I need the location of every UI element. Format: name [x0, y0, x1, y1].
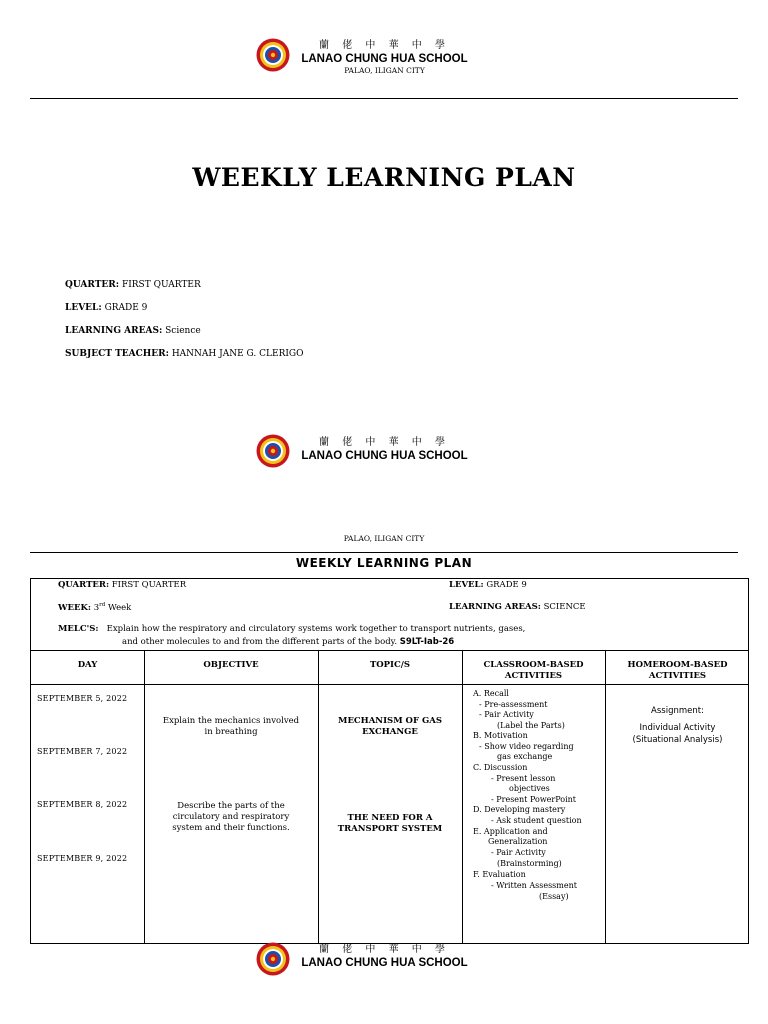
activity-item: B. Motivation	[473, 731, 528, 740]
school-header	[292, 40, 477, 76]
activity-item: - Pre-assessment	[479, 700, 548, 709]
column-divider	[318, 650, 319, 944]
plan-level-label: LEVEL	[449, 580, 481, 590]
table-rule	[31, 650, 748, 651]
objective-line: system and their functions.	[172, 823, 290, 833]
plan-level: LEVEL: GRADE 9	[449, 580, 527, 590]
header-classroom-line: ACTIVITIES	[504, 671, 563, 681]
homeroom-line: Individual Activity	[639, 723, 716, 733]
table-rule	[31, 684, 748, 685]
cover-areas-label: LEARNING AREAS	[65, 326, 159, 336]
activity-item: (Brainstorming)	[497, 859, 562, 868]
plan-melc: MELC'S: Explain how the respiratory and circulatory systems work together to transport nutrients, gases,	[58, 624, 526, 634]
plan-areas-label: LEARNING AREAS	[449, 602, 538, 612]
plan-week: WEEK: 3rd Week	[58, 602, 132, 613]
school-chinese-name: 蘭 佬 中 華 中 學	[319, 40, 450, 51]
day-date: SEPTEMBER 5, 2022	[37, 694, 128, 703]
page-title: WEEKLY LEARNING PLAN	[192, 163, 576, 192]
school-seal-icon	[256, 434, 290, 468]
activity-item: D. Developing mastery	[473, 805, 566, 814]
header-classroom-line: CLASSROOM-BASED	[483, 660, 584, 670]
header-topics: TOPIC/S	[369, 660, 411, 670]
plan-table	[30, 578, 749, 944]
activity-item: - Written Assessment	[491, 881, 577, 890]
topic-2	[318, 813, 462, 835]
cover-subject-teacher: SUBJECT TEACHER: HANNAH JANE G. CLERIGO	[65, 349, 304, 359]
objective-2	[144, 801, 318, 834]
activity-item: (Label the Parts)	[497, 721, 565, 730]
header-divider	[30, 552, 738, 553]
school-name: LANAO CHUNG HUA SCHOOL	[301, 450, 468, 462]
plan-quarter: QUARTER: FIRST QUARTER	[58, 580, 187, 590]
cover-quarter-value: FIRST QUARTER	[121, 280, 201, 290]
plan-title: WEEKLY LEARNING PLAN	[295, 556, 473, 570]
plan-quarter-value: FIRST QUARTER	[111, 580, 187, 590]
objective-line: in breathing	[204, 727, 258, 737]
topic-line: EXCHANGE	[362, 727, 418, 737]
activity-item: - Show video regarding	[479, 742, 574, 751]
school-name: LANAO CHUNG HUA SCHOOL	[301, 53, 468, 65]
day-date: SEPTEMBER 9, 2022	[37, 854, 128, 863]
activity-item: - Present lesson	[491, 774, 556, 783]
day-date: SEPTEMBER 7, 2022	[37, 747, 128, 756]
activity-item: E. Application and	[473, 827, 548, 836]
column-divider	[605, 650, 606, 944]
header-day: DAY	[77, 660, 98, 670]
activity-item: - Ask student question	[491, 816, 582, 825]
activity-item: - Present PowerPoint	[491, 795, 577, 804]
plan-learning-areas: LEARNING AREAS: SCIENCE	[449, 602, 586, 612]
objective-line: Describe the parts of the	[177, 801, 285, 811]
homeroom-line: Assignment:	[651, 706, 704, 716]
plan-week-word: Week	[108, 602, 132, 613]
activity-item: gas exchange	[497, 752, 553, 761]
plan-level-value: GRADE 9	[486, 580, 527, 590]
homeroom-activity	[605, 705, 750, 746]
plan-melc-text: and other molecules to and from the different parts of the body.	[122, 637, 398, 647]
activity-item: A. Recall	[473, 689, 509, 698]
header-objective: OBJECTIVE	[203, 660, 259, 670]
activity-item: - Pair Activity	[479, 710, 534, 719]
topic-1	[318, 716, 462, 738]
header-homeroom-activities	[605, 660, 750, 682]
school-chinese-name: 蘭 佬 中 華 中 學	[319, 437, 450, 448]
school-seal-icon	[256, 942, 290, 976]
header-homeroom-line: ACTIVITIES	[648, 671, 707, 681]
objective-line: Explain the mechanics involved	[162, 716, 300, 726]
plan-melc-text: Explain how the respiratory and circulatory systems work together to transport nutrients, gases,	[106, 624, 526, 634]
school-header	[292, 437, 477, 463]
homeroom-line: (Situational Analysis)	[632, 735, 723, 745]
plan-week-number: 3	[93, 602, 100, 613]
objective-line: circulatory and respiratory	[172, 812, 290, 822]
school-chinese-name: 蘭 佬 中 華 中 學	[319, 944, 450, 955]
cover-level: LEVEL: GRADE 9	[65, 303, 148, 313]
activity-item: (Essay)	[539, 892, 569, 901]
activity-item: C. Discussion	[473, 763, 528, 772]
school-name: LANAO CHUNG HUA SCHOOL	[301, 957, 468, 969]
plan-quarter-label: QUARTER	[58, 580, 106, 590]
header-divider	[30, 98, 738, 99]
plan-melc-code: S9LT-Iab-26	[399, 637, 455, 647]
activity-item: - Pair Activity	[491, 848, 546, 857]
cover-level-value: GRADE 9	[104, 303, 148, 313]
objective-1	[144, 716, 318, 738]
activity-item: Generalization	[488, 837, 548, 846]
school-address: PALAO, ILIGAN CITY	[344, 66, 425, 75]
activity-item: objectives	[509, 784, 550, 793]
cover-learning-areas: LEARNING AREAS: Science	[65, 326, 201, 336]
cover-quarter-label: QUARTER	[65, 280, 116, 290]
header-homeroom-line: HOMEROOM-BASED	[627, 660, 728, 670]
topic-line: THE NEED FOR A	[347, 813, 433, 823]
column-divider	[144, 650, 145, 944]
cover-teacher-label: SUBJECT TEACHER	[65, 349, 166, 359]
plan-melc-cont	[122, 637, 742, 647]
school-address: PALAO, ILIGAN CITY	[343, 534, 425, 543]
day-date: SEPTEMBER 8, 2022	[37, 800, 128, 809]
cover-teacher-value: HANNAH JANE G. CLERIGO	[171, 349, 304, 359]
plan-week-suffix: rd	[99, 602, 106, 608]
plan-areas-value: SCIENCE	[543, 602, 586, 612]
cover-level-label: LEVEL	[65, 303, 99, 313]
cover-areas-value: Science	[165, 326, 201, 336]
plan-week-label: WEEK	[58, 602, 88, 613]
activity-item: F. Evaluation	[473, 870, 526, 879]
plan-melc-label: MELC'S	[58, 624, 96, 634]
topic-line: MECHANISM OF GAS	[338, 716, 442, 726]
topic-line: TRANSPORT SYSTEM	[337, 824, 443, 834]
school-seal-icon	[256, 38, 290, 72]
column-divider	[462, 650, 463, 944]
header-classroom-activities	[462, 660, 605, 682]
school-header	[292, 944, 477, 970]
cover-quarter: QUARTER: FIRST QUARTER	[65, 280, 201, 290]
